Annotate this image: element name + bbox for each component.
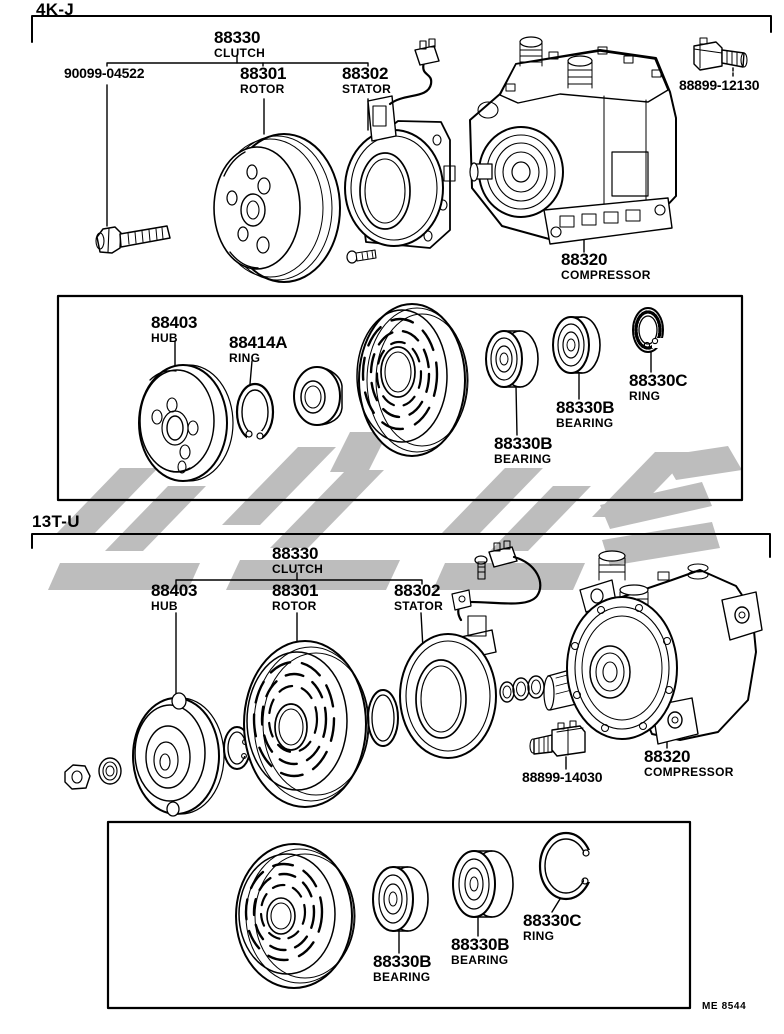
part-number: 88302 [394,581,441,600]
part-name: CLUTCH [214,46,266,60]
snap-ring-c-drawing-4kj [633,308,665,352]
snap-ring-a-drawing [237,384,273,442]
callout-clutch-4kj [214,30,265,60]
rotor-drawing-box-4kj [357,304,468,456]
sensor-drawing-4kj [694,38,747,70]
part-name: COMPRESSOR [644,765,734,779]
part-number: 90099-04522 [64,65,145,81]
hub-drawing-13tu [133,693,224,816]
part-name: ROTOR [240,82,285,96]
callout-rotor-4kj [240,66,286,96]
part-name: RING [629,389,661,403]
part-number: 88330B [451,935,510,954]
callout-switch-13tu [522,770,602,784]
part-number: 88330 [272,544,319,563]
part-name: BEARING [373,970,431,984]
callout-ring-c-4kj [629,373,687,403]
rotor-drawing-box-13tu [236,844,355,988]
part-name: BEARING [451,953,509,967]
part-number: 88403 [151,581,198,600]
part-name: BEARING [556,416,614,430]
part-number: 88330C [629,371,688,390]
part-number: 88403 [151,313,198,332]
part-number: 88899-14030 [522,769,603,785]
callout-bearing2-4kj [556,400,614,430]
part-name: HUB [151,331,178,345]
part-name: CLUTCH [272,562,324,576]
bolt-drawing-4kj [96,226,170,253]
seal-drawing-4kj [294,367,342,425]
rotor-drawing-13tu [244,641,369,807]
part-name: COMPRESSOR [561,268,651,282]
callout-sensor-4kj [679,78,759,92]
washer-drawings-13tu [500,676,544,702]
callout-bolt-4kj [64,66,144,80]
callout-stator-4kj [342,66,391,96]
bearing2-drawing-4kj [553,317,600,373]
part-name: RING [523,929,555,943]
part-name: STATOR [394,599,444,613]
callout-hub-4kj [151,315,197,345]
callout-bearing1-4kj [494,436,552,466]
switch-drawing-13tu [530,721,585,756]
oring-drawing-13tu [368,690,398,746]
part-name: STATOR [342,82,392,96]
section-header-4kj: 4K-J [36,0,75,19]
section-bracket-4kj [32,16,771,42]
bearing1-drawing-13tu [373,867,428,931]
snap-ring-c-drawing-13tu [540,833,598,899]
callout-compressor-4kj [561,252,651,282]
part-number: 88330 [214,28,261,47]
part-number: 88301 [272,581,319,600]
part-number: 88330B [556,398,615,417]
page-code: ME 8544 [702,1001,747,1012]
part-number: 88320 [561,250,608,269]
callout-stator-13tu [394,583,443,613]
callout-bearing1-13tu [373,954,431,984]
callout-hub-13tu [151,583,197,613]
part-number: 88330C [523,911,582,930]
part-name: BEARING [494,452,552,466]
bearing2-drawing-13tu [453,851,513,917]
nut-drawings-13tu [65,758,121,789]
callout-rotor-13tu [272,583,318,613]
part-name: HUB [151,599,178,613]
part-number: 88301 [240,64,287,83]
callout-clutch-13tu [272,546,323,576]
callout-ring-a-4kj [229,335,287,365]
hub-drawing-4kj [139,365,233,481]
compressor-drawing-4kj [470,37,676,244]
part-number: 88302 [342,64,389,83]
callout-ring-c-13tu [523,913,581,943]
bearing1-drawing-4kj [486,331,538,387]
rotor-drawing-4kj [214,134,340,282]
part-number: 88330B [373,952,432,971]
part-name: ROTOR [272,599,317,613]
part-number: 88330B [494,434,553,453]
callout-compressor-13tu [644,749,734,779]
part-name: RING [229,351,261,365]
part-number: 88320 [644,747,691,766]
part-number: 88414A [229,333,288,352]
part-number: 88899-12130 [679,77,760,93]
section-header-13tu: 13T-U [32,512,80,531]
callout-bearing2-13tu [451,937,509,967]
